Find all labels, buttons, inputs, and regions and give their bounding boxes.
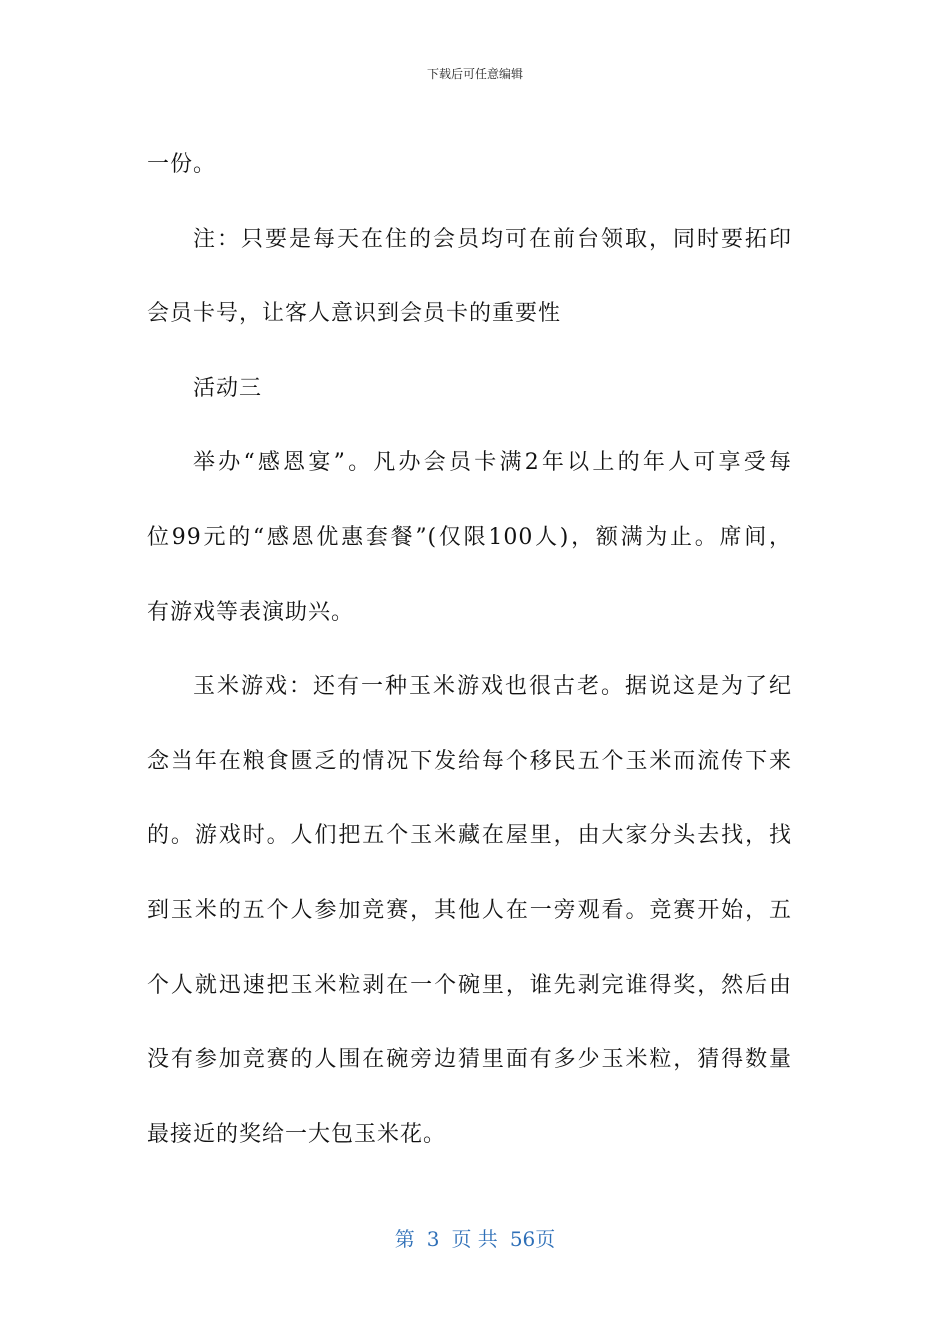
text-line-10: 的。游戏时。人们把五个玉米藏在屋里，由大家分头去找，找 — [147, 823, 792, 849]
page-header-note: 下载后可任意编辑 — [426, 67, 523, 81]
document-body — [147, 128, 792, 1172]
text-line-2: 注：只要是每天在住的会员均可在前台领取，同时要拓印 — [193, 226, 792, 252]
text-line-11: 到玉米的五个人参加竞赛，其他人在一旁观看。竞赛开始，五 — [147, 897, 792, 923]
current-page-number: 3 — [426, 1227, 440, 1251]
text-line-4: 活动三 — [193, 375, 263, 401]
text-line-5: 举办“感恩宴”。凡办会员卡满2年以上的年人可享受每 — [193, 450, 792, 476]
page-label-before: 第 — [394, 1227, 415, 1251]
text-line-13: 没有参加竞赛的人围在碗旁边猜里面有多少玉米粒，猜得数量 — [147, 1047, 792, 1073]
text-line-8: 玉米游戏：还有一种玉米游戏也很古老。据说这是为了纪 — [193, 674, 792, 700]
total-pages: 56页 — [509, 1227, 556, 1251]
text-line-9: 念当年在粮食匮乏的情况下发给每个移民五个玉米而流传下来 — [147, 748, 792, 774]
text-line-1: 一份。 — [147, 152, 217, 177]
text-line-3: 会员卡号，让客人意识到会员卡的重要性 — [147, 301, 562, 327]
text-line-12: 个人就迅速把玉米粒剥在一个碗里，谁先剥完谁得奖，然后由 — [147, 972, 792, 998]
text-line-7: 有游戏等表演助兴。 — [147, 599, 355, 625]
page-label-mid: 页 共 — [451, 1227, 498, 1251]
text-line-14: 最接近的奖给一大包玉米花。 — [147, 1121, 447, 1147]
page-footer — [0, 1226, 950, 1252]
text-line-6: 位99元的“感恩优惠套餐”(仅限100人)，额满为止。席间， — [147, 524, 792, 550]
